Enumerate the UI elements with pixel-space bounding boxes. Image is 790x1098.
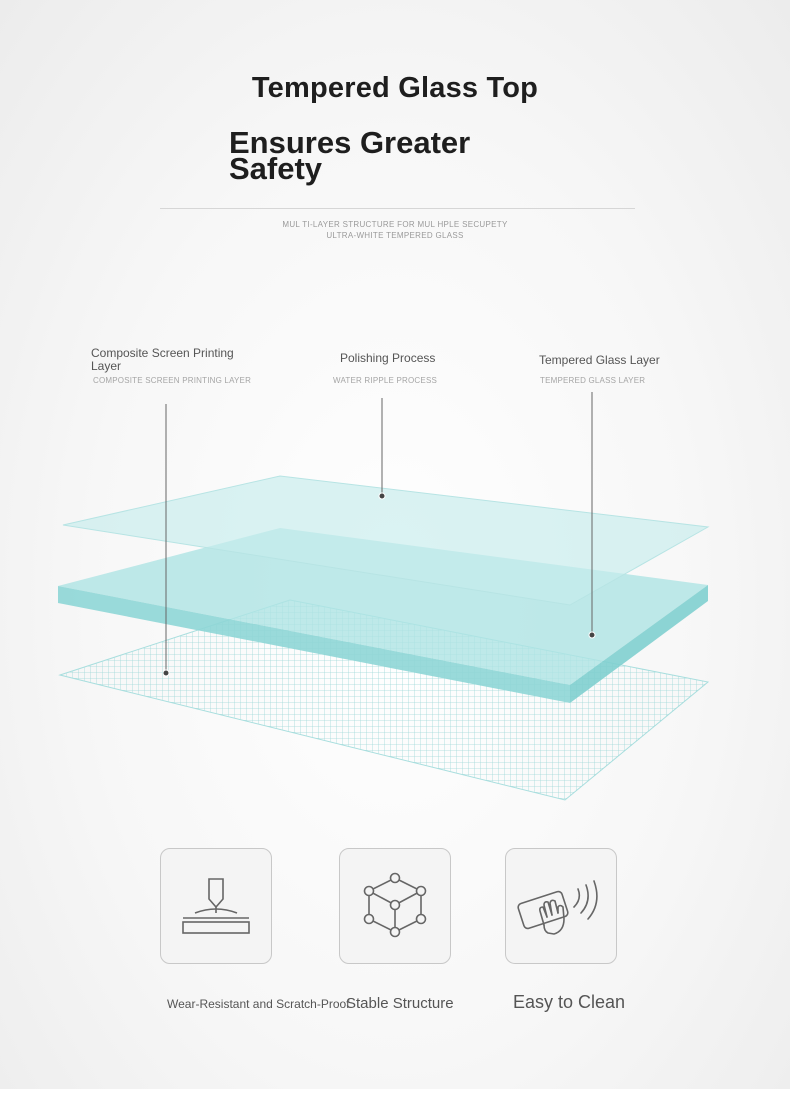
subtitle-line-2: ULTRA-WHITE TEMPERED GLASS — [326, 231, 464, 240]
leader-dot-screen-printing — [163, 670, 169, 676]
layer-label-polishing: Polishing Process — [340, 351, 436, 365]
layer-sublabel-screen-printing: COMPOSITE SCREEN PRINTING LAYER — [93, 376, 252, 385]
layer-sublabel-polishing: WATER RIPPLE PROCESS — [333, 376, 438, 385]
glass-layers-illustration — [0, 380, 790, 820]
feature-card-stable-structure — [339, 848, 451, 964]
layer-sublabel-tempered-glass: TEMPERED GLASS LAYER — [540, 376, 646, 385]
leader-dot-polishing — [379, 493, 385, 499]
feature-card-wear-resistant — [160, 848, 272, 964]
feature-label-stable-structure: Stable Structure — [346, 995, 454, 1012]
layer-label-screen-printing: Composite Screen Printing Layer — [91, 346, 234, 373]
subtitle-line-1: MUL TI-LAYER STRUCTURE FOR MUL HPLE SECUPETY — [282, 220, 508, 229]
headline: Ensures Greater Safety — [229, 125, 471, 186]
leader-dot-tempered-glass — [589, 632, 595, 638]
feature-label-easy-clean: Easy to Clean — [513, 992, 626, 1012]
divider — [160, 208, 635, 209]
feature-card-easy-clean — [505, 848, 617, 964]
cube-structure-icon — [340, 849, 450, 963]
page-title: Tempered Glass Top — [251, 72, 539, 104]
wiping-hand-icon — [506, 849, 616, 963]
feature-label-wear-resistant: Wear-Resistant and Scratch-Proof — [167, 997, 350, 1011]
laser-engraving-icon — [161, 849, 271, 963]
layer-label-tempered-glass: Tempered Glass Layer — [539, 353, 660, 367]
